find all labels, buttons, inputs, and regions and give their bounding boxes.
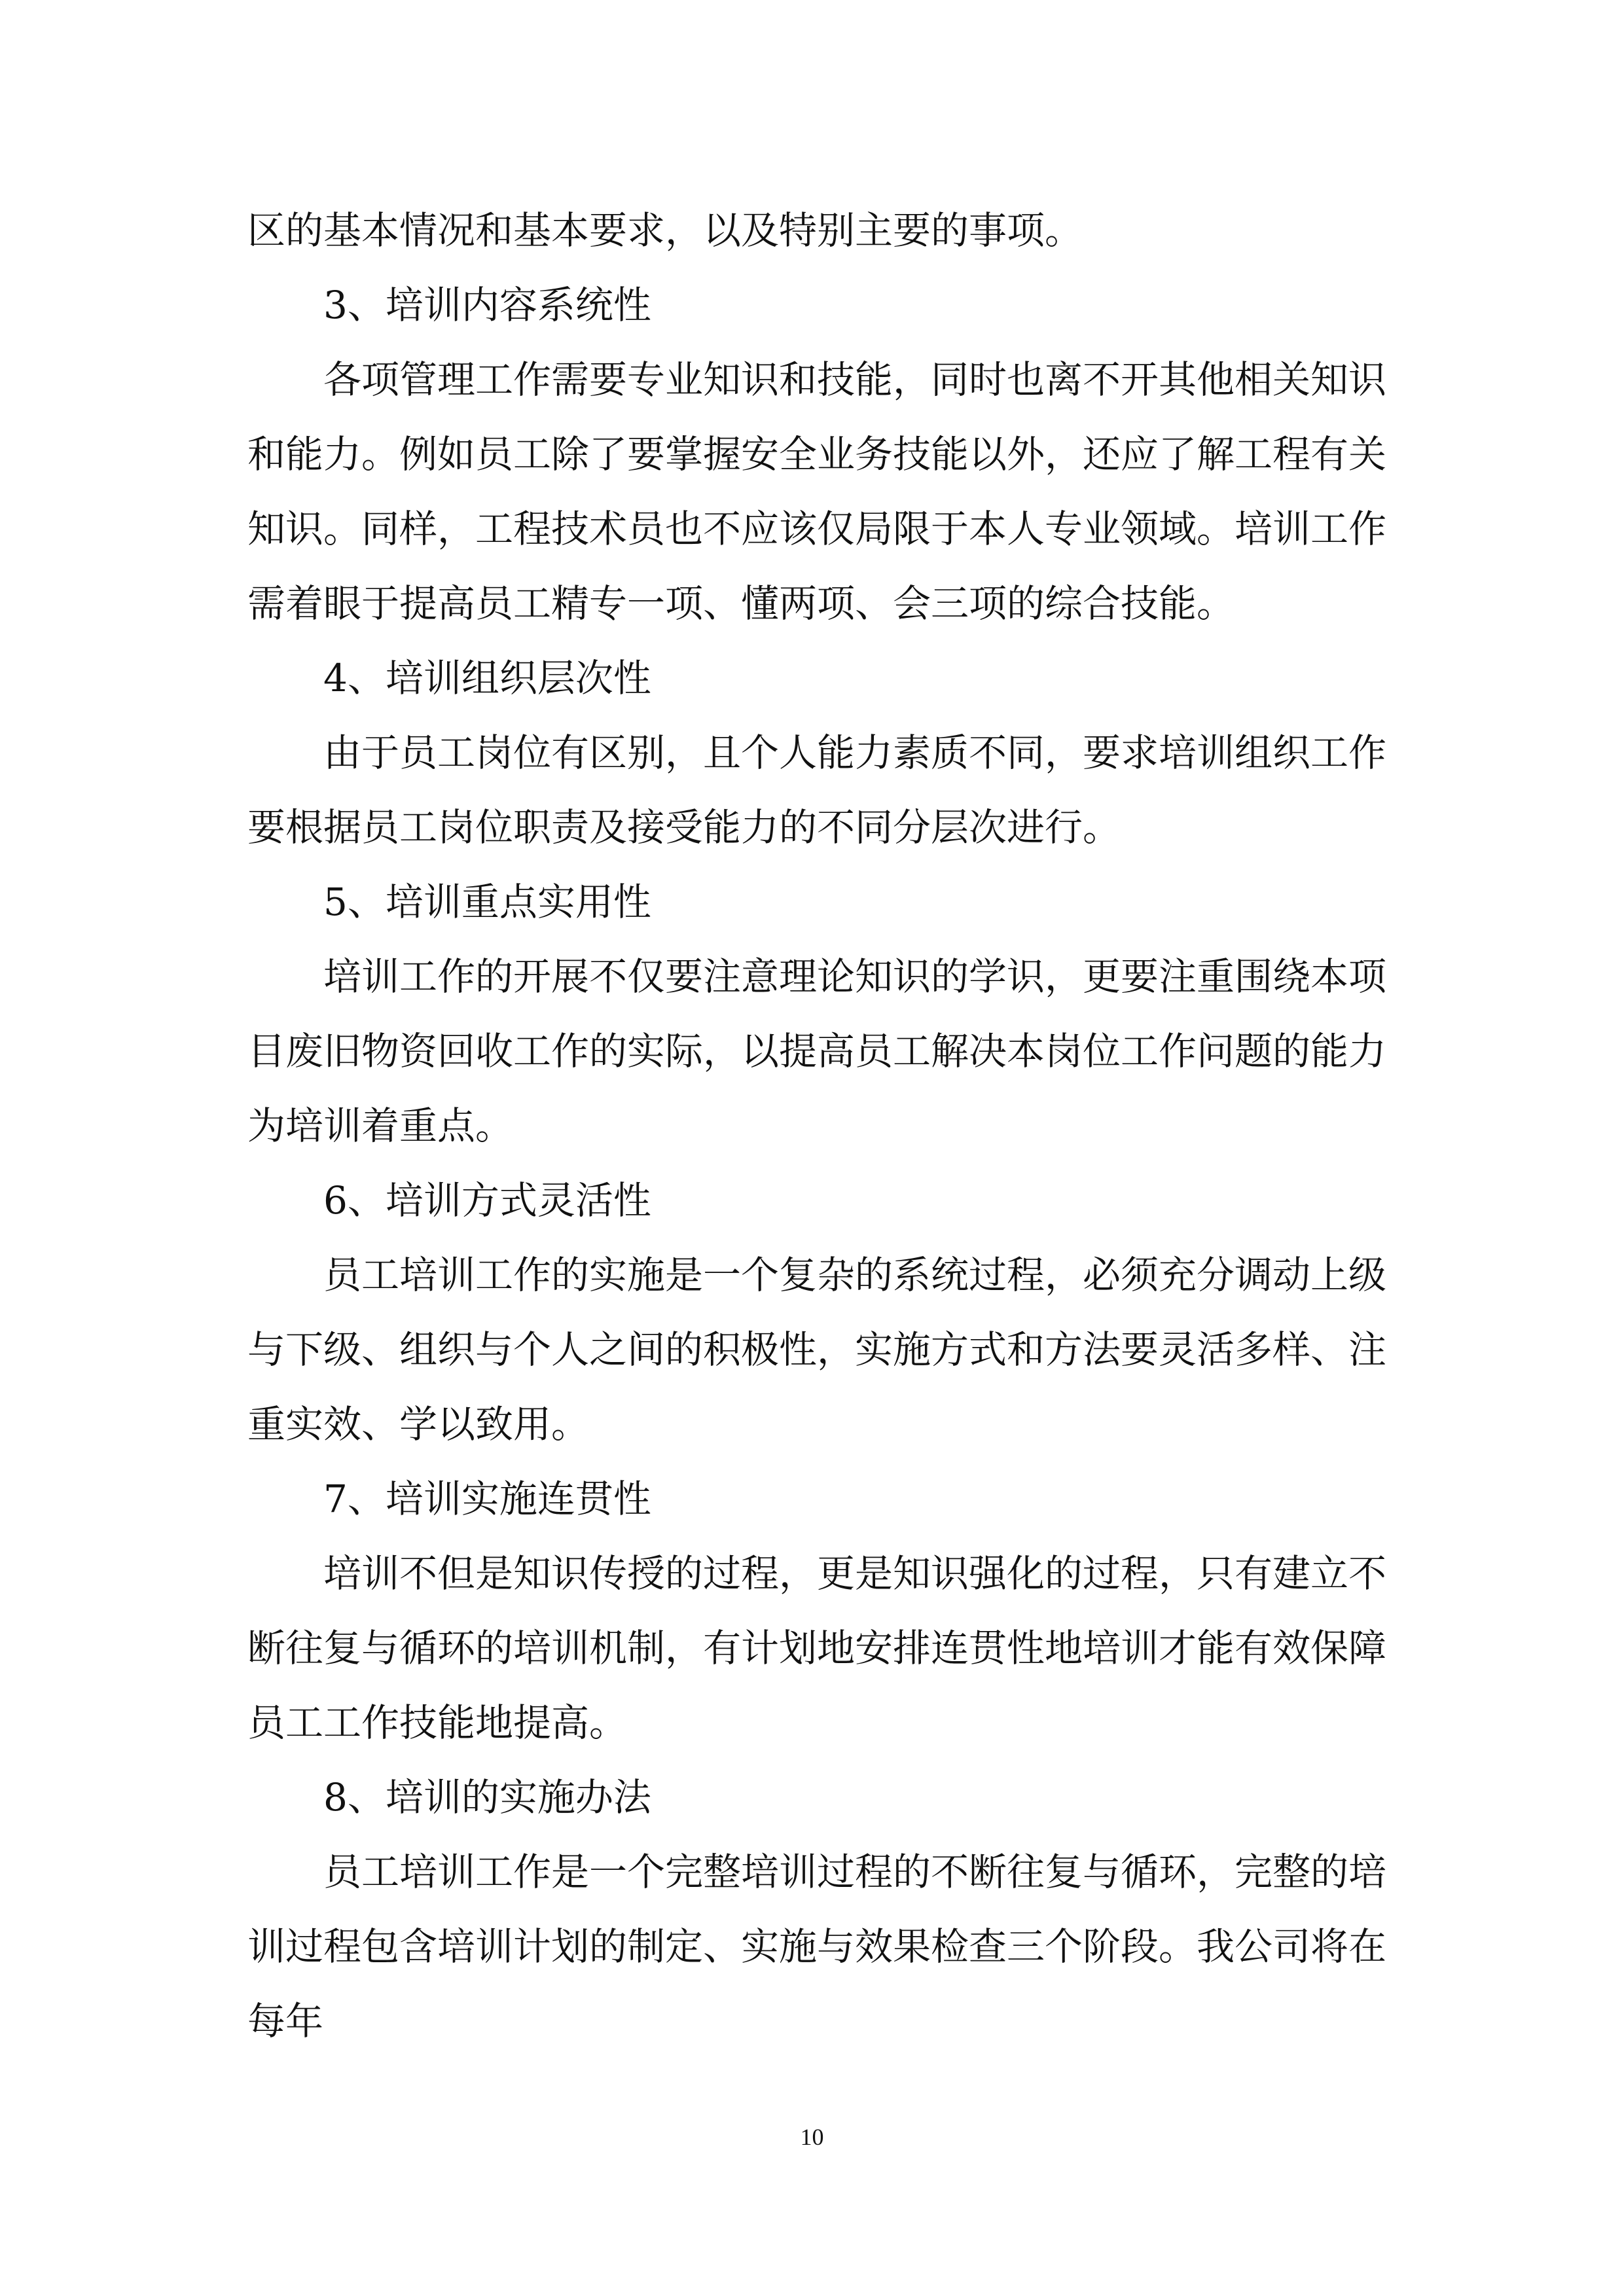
body-line: 和能力。例如员工除了要掌握安全业务技能以外，还应了解工程有关 bbox=[247, 432, 1387, 476]
body-line: 与下级、组织与个人之间的积极性，实施方式和方法要灵活多样、注 bbox=[247, 1327, 1387, 1372]
body-line: 员工培训工作是一个完整培训过程的不断往复与循环，完整的培 bbox=[323, 1850, 1387, 1894]
document-body bbox=[247, 193, 1386, 2058]
body-line: 目废旧物资回收工作的实际，以提高员工解决本岗位工作问题的能力 bbox=[247, 1029, 1387, 1073]
body-line: 要根据员工岗位职责及接受能力的不同分层次进行。 bbox=[247, 805, 1121, 850]
section-heading: 3、培训内容系统性 bbox=[323, 283, 651, 327]
section-heading: 6、培训方式灵活性 bbox=[323, 1178, 651, 1223]
body-line: 重实效、学以致用。 bbox=[247, 1402, 590, 1446]
body-line: 训过程包含培训计划的制定、实施与效果检查三个阶段。我公司将在 bbox=[247, 1924, 1387, 1969]
body-line: 培训不但是知识传授的过程，更是知识强化的过程，只有建立不 bbox=[323, 1551, 1387, 1596]
body-line: 为培训着重点。 bbox=[247, 1103, 514, 1148]
body-line: 需着眼于提高员工精专一项、懂两项、会三项的综合技能。 bbox=[247, 581, 1235, 626]
section-heading: 4、培训组织层次性 bbox=[323, 656, 651, 700]
body-line: 员工工作技能地提高。 bbox=[247, 1700, 628, 1745]
body-line: 断往复与循环的培训机制，有计划地安排连贯性地培训才能有效保障 bbox=[247, 1626, 1387, 1670]
body-line: 培训工作的开展不仅要注意理论知识的学识，更要注重围绕本项 bbox=[323, 954, 1387, 999]
body-line: 区的基本情况和基本要求，以及特别主要的事项。 bbox=[247, 208, 1083, 253]
section-heading: 8、培训的实施办法 bbox=[323, 1775, 651, 1820]
section-heading: 5、培训重点实用性 bbox=[323, 880, 651, 924]
body-line: 员工培训工作的实施是一个复杂的系统过程，必须充分调动上级 bbox=[323, 1253, 1387, 1297]
body-line: 每年 bbox=[247, 1999, 324, 2043]
section-heading: 7、培训实施连贯性 bbox=[323, 1477, 651, 1521]
page-number: 10 bbox=[800, 2124, 824, 2150]
body-line: 各项管理工作需要专业知识和技能，同时也离不开其他相关知识 bbox=[323, 357, 1387, 402]
body-line: 知识。同样，工程技术员也不应该仅局限于本人专业领域。培训工作 bbox=[247, 507, 1387, 551]
body-line: 由于员工岗位有区别，且个人能力素质不同，要求培训组织工作 bbox=[323, 730, 1387, 775]
